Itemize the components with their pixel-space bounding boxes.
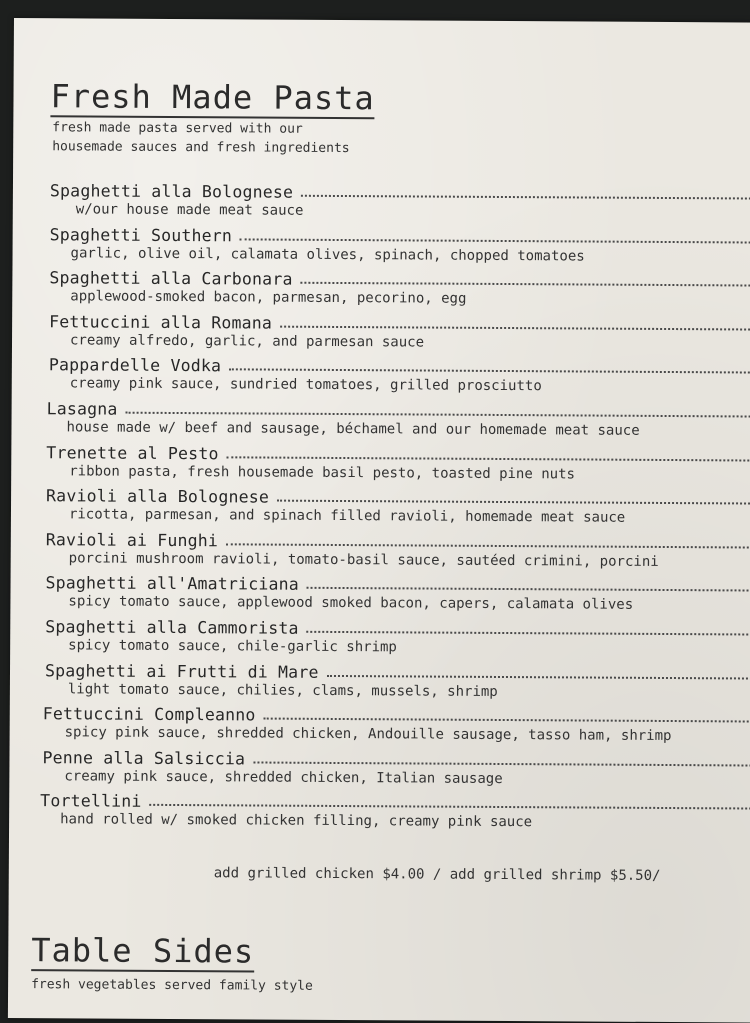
- menu-item-name: Pappardelle Vodka: [48, 355, 222, 376]
- dot-leader: [227, 456, 750, 461]
- menu-item-name: Lasagna: [46, 399, 118, 419]
- menu-item: [13, 178, 750, 226]
- dot-leader: [307, 631, 750, 636]
- dot-leader: [280, 325, 750, 330]
- dot-leader: [150, 804, 750, 810]
- menu-item-name: Penne alla Salsiccia: [42, 747, 246, 769]
- menu-item-description: creamy alfredo, garlic, and parmesan sauce: [69, 332, 425, 351]
- dot-leader: [264, 718, 750, 723]
- menu-item-description: spicy tomato sauce, chile-garlic shrimp: [68, 637, 397, 656]
- menu-item: [10, 658, 750, 706]
- menu-item: [12, 309, 750, 357]
- menu-item: [12, 222, 750, 270]
- dot-leader: [307, 587, 750, 592]
- menu-item: [11, 483, 750, 531]
- menu-item-name: Fettuccini alla Romana: [49, 312, 273, 333]
- dot-leader: [253, 761, 750, 766]
- dot-leader: [126, 412, 750, 418]
- menu-item: [9, 788, 750, 836]
- menu-item-description: ricotta, parmesan, and spinach filled ravioli, homemade meat sauce: [68, 506, 626, 526]
- menu-item: [12, 265, 750, 313]
- menu-item: [11, 527, 750, 575]
- menu-item-name: Spaghetti all'Amatriciana: [45, 573, 299, 595]
- menu-item-description: garlic, olive oil, calamata olives, spinach, chopped tomatoes: [70, 244, 585, 265]
- menu-item-name: Spaghetti ai Frutti di Mare: [44, 660, 319, 682]
- menu-item-name: Fettuccini Compleanno: [42, 704, 256, 725]
- dot-leader: [229, 369, 750, 374]
- menu-item-name: Ravioli ai Funghi: [45, 529, 219, 551]
- menu-item: [9, 745, 750, 793]
- pasta-item-list: [9, 178, 750, 836]
- menu-item-description: spicy tomato sauce, applewood smoked bacon, capers, calamata olives: [68, 593, 634, 614]
- menu-item-name: Spaghetti alla Cammorista: [45, 617, 299, 638]
- menu-item: [12, 352, 750, 400]
- menu-item-description: spicy pink sauce, shredded chicken, Andouille sausage, tasso ham, shrimp: [64, 724, 672, 745]
- menu-item: [11, 440, 750, 488]
- menu-item: [10, 614, 750, 662]
- menu-item-name: Trenette al Pesto: [46, 442, 219, 463]
- dot-leader: [240, 238, 750, 243]
- menu-item: [11, 396, 750, 444]
- menu-item-description: applewood-smoked bacon, parmesan, pecorino, egg: [70, 288, 467, 307]
- menu-item-description: ribbon pasta, fresh housemade basil pesto, toasted pine nuts: [69, 462, 576, 482]
- menu-item-name: Ravioli alla Bolognese: [46, 486, 270, 507]
- add-protein-options: add grilled chicken $4.00 / add grilled shrimp $5.50/: [213, 865, 661, 884]
- menu-item-name: Spaghetti alla Bolognese: [49, 181, 294, 202]
- dot-leader: [301, 195, 750, 200]
- sides-section-title: Table Sides: [31, 931, 255, 971]
- menu-item-description: house made w/ beef and sausage, béchamel and our homemade meat sauce: [66, 419, 640, 439]
- dot-leader: [226, 543, 750, 548]
- menu-item-description: w/our house made meat sauce: [75, 201, 304, 219]
- menu-item-description: hand rolled w/ smoked chicken filling, creamy pink sauce: [60, 811, 533, 831]
- menu-item-description: porcini mushroom ravioli, tomato-basil sauce, sautéed crimini, porcini: [68, 550, 659, 570]
- menu-item-name: Spaghetti Southern: [49, 224, 233, 245]
- menu-item-name: Tortellini: [40, 791, 142, 812]
- sides-section-subtitle: fresh vegetables served family style: [31, 977, 313, 994]
- dot-leader: [277, 500, 750, 505]
- dot-leader: [301, 282, 750, 287]
- pasta-section-subtitle: fresh made pasta served with our housemade sauces and fresh ingredients: [52, 120, 350, 157]
- pasta-section-title: Fresh Made Pasta: [50, 77, 375, 118]
- menu-item-description: creamy pink sauce, shredded chicken, Italian sausage: [64, 768, 503, 787]
- menu-item-description: creamy pink sauce, sundried tomatoes, grilled prosciutto: [69, 375, 542, 395]
- menu-item-description: light tomato sauce, chilies, clams, mussels, shrimp: [67, 680, 498, 700]
- menu-item: [10, 570, 750, 618]
- dot-leader: [327, 674, 750, 679]
- menu-item-name: Spaghetti alla Carbonara: [49, 268, 293, 289]
- menu-item: [10, 701, 750, 749]
- menu-page: [8, 18, 750, 1023]
